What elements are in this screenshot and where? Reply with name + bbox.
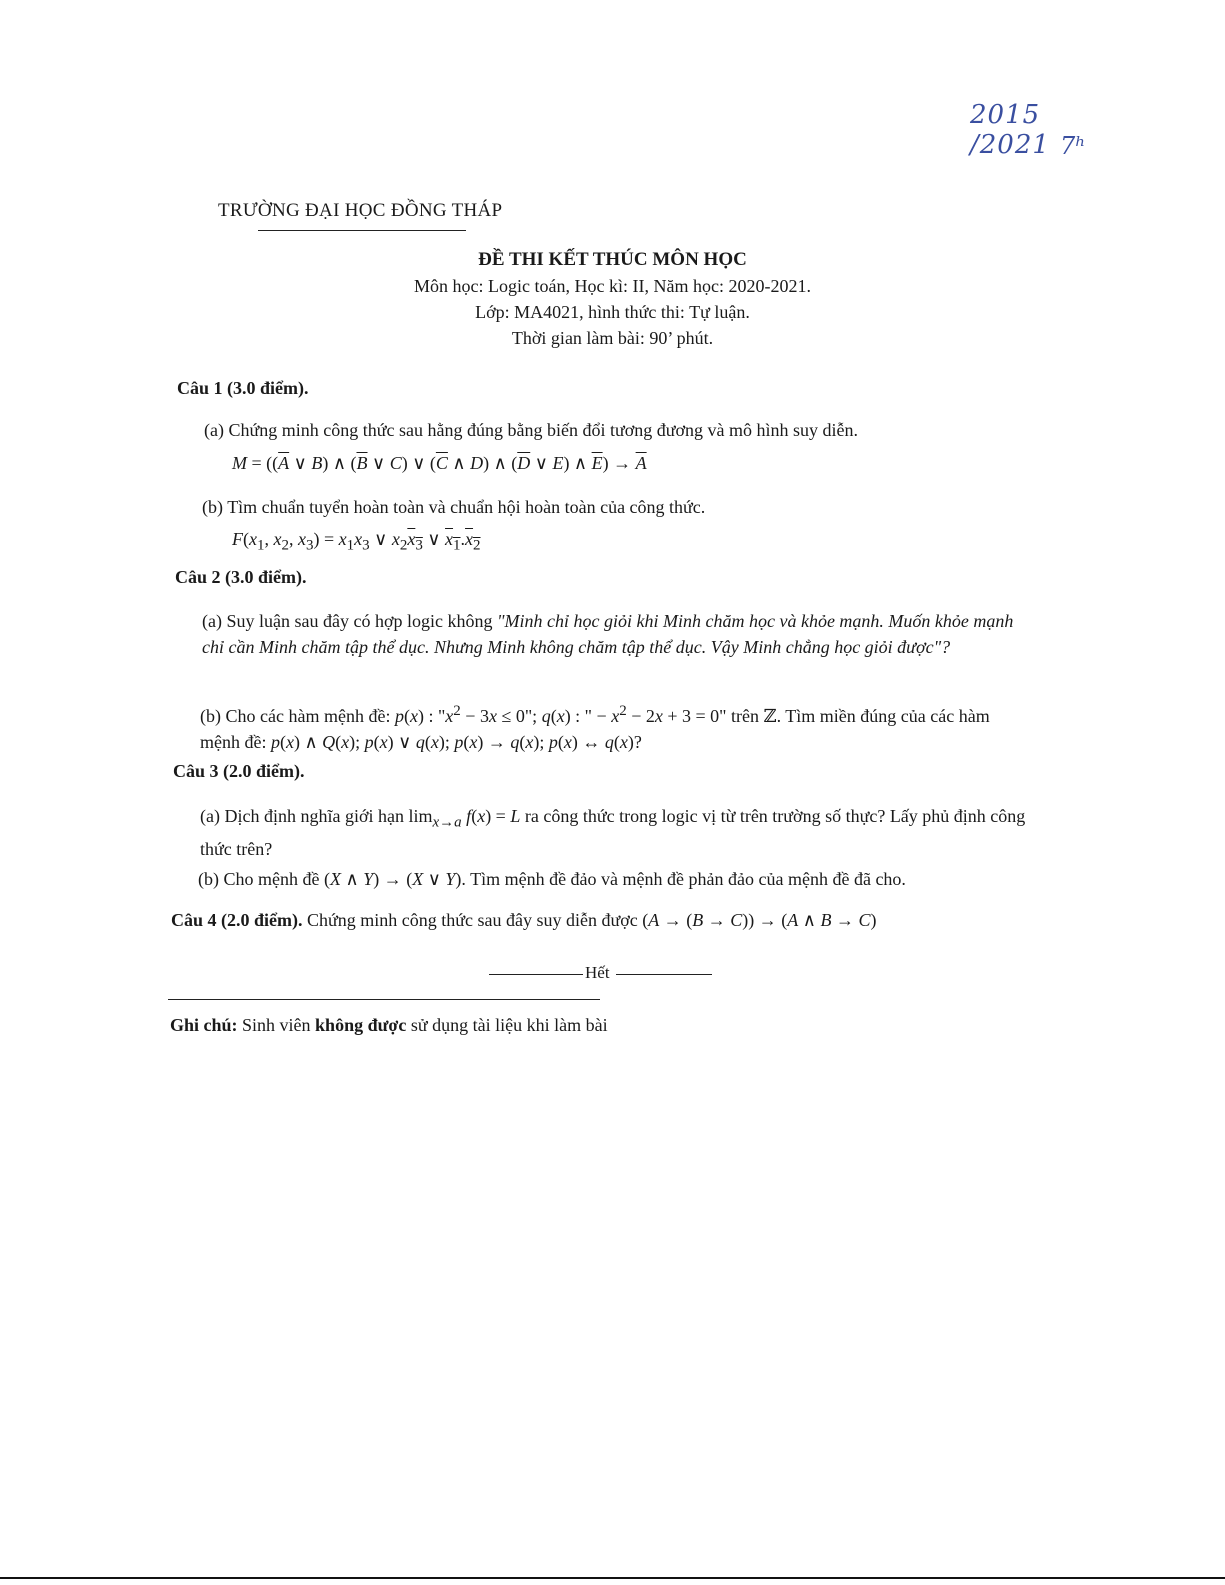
question-2b [200,698,1034,755]
question-4-text: Chứng minh công thức sau đây suy diễn được [307,910,638,930]
question-2a-quote: "Minh chỉ học giỏi khi Minh chăm học và khỏe mạnh. Muốn khỏe mạnh chỉ cần Minh chăm tập thể dục. Nhưng Minh không chăm tập thể dục. Vậy Minh chẳng học giỏi được"? [202,611,1014,657]
question-4-math: (A → (B → C)) → (A ∧ B → C) [642,910,877,930]
footer-note-text-post: sử dụng tài liệu khi làm bài [410,1015,608,1035]
question-1b-text: Tìm chuẩn tuyển hoàn toàn và chuẩn hội hoàn toàn của công thức. [227,497,706,517]
footer-rule [168,999,600,1000]
question-2a-text: Suy luận sau đây có hợp logic không [226,611,493,631]
handwritten-note [970,100,1120,170]
handwritten-time: 7ʰ [1060,132,1086,160]
footer-note-text-pre: Sinh viên [242,1015,311,1035]
question-1a-label: (a) [204,420,224,440]
question-3a-label: (a) [200,806,220,826]
question-4 [171,907,1041,933]
question-3b [198,866,1034,892]
footer-note [170,1012,608,1038]
question-2a [202,608,1034,660]
question-2b-label: (b) [200,706,221,726]
end-rule-right [616,974,712,975]
question-2b-math1: p(x) : "$x^2 - 3x \le 0$"; q(x) : " − $x^2 - 2x + 3 = 0$" [394,703,727,726]
question-1a-formula: $M = ((\overline{A}$ ∨ B) ∧ ($\overline{B}$ ∨ C) ∨ ($\overline{C}$ ∧ D) ∧ ($\overline{D}$ ∨ E) ∧ $\overline{E}) \to \overline{A}$ [232,453,647,473]
subject-line: Môn học: Logic toán, Học kì: II, Năm học: 2020-2021. [414,276,811,296]
question-3b-text2: . Tìm mệnh đề đảo và mệnh đề phản đảo của mệnh đề đã cho. [461,869,906,889]
question-2a-label: (a) [202,611,222,631]
school-underline [258,230,466,231]
question-1b-formula: $F(x_1$, $x_2$, $x_3) = x_1x_3$ ∨ $x_2x_3$ ∨ $x_1.x_2$ [232,529,481,554]
question-3a-text2: ra công thức trong logic vị từ trên trường số thực? Lấy phủ định công thức trên? [200,806,1026,859]
question-1a [204,417,1004,443]
time-line: Thời gian làm bài: 90’ phút. [511,328,714,348]
exam-title: ĐỀ THI KẾT THÚC MÔN HỌC [478,249,747,270]
question-3-title: Câu 3 (2.0 điểm). [173,761,305,781]
question-2b-math2: p(x) ∧ Q(x); p(x) ∨ q(x); p(x) → q(x); p(x) ↔ q(x)? [270,732,642,752]
footer-note-text-bold: không được [315,1015,407,1035]
question-4-title: Câu 4 (2.0 điểm). [171,910,303,930]
end-label: Hết [585,963,610,982]
question-1b-label: (b) [202,497,223,517]
question-2b-text1: Cho các hàm mệnh đề: [225,706,391,726]
scan-bottom-edge [0,1577,1225,1579]
footer-note-label: Ghi chú: [170,1015,238,1035]
question-1-title: Câu 1 (3.0 điểm). [177,378,309,398]
question-3a-text1: Dịch định nghĩa giới hạn [224,806,404,826]
school-name: TRƯỜNG ĐẠI HỌC ĐỒNG THÁP [218,200,503,221]
question-1b [202,494,1002,520]
question-3a-math: $\lim_{x\to a} f(x) = L$ [408,806,521,831]
end-rule-left [489,974,583,975]
handwritten-year: 2015 /2021 [970,100,1050,160]
class-line: Lớp: MA4021, hình thức thi: Tự luận. [475,302,750,322]
question-2b-text2: trên ℤ. Tìm miền đúng của các hàm mệnh đề: [200,706,990,752]
question-3b-math: (X ∧ Y) → (X ∨ Y) [324,869,462,889]
question-3b-label: (b) [198,869,219,889]
question-1a-text: Chứng minh công thức sau hằng đúng bằng biến đổi tương đương và mô hình suy diễn. [228,420,858,440]
question-3a [200,803,1034,862]
question-2-title: Câu 2 (3.0 điểm). [175,567,307,587]
question-3b-text1: Cho mệnh đề [223,869,320,889]
